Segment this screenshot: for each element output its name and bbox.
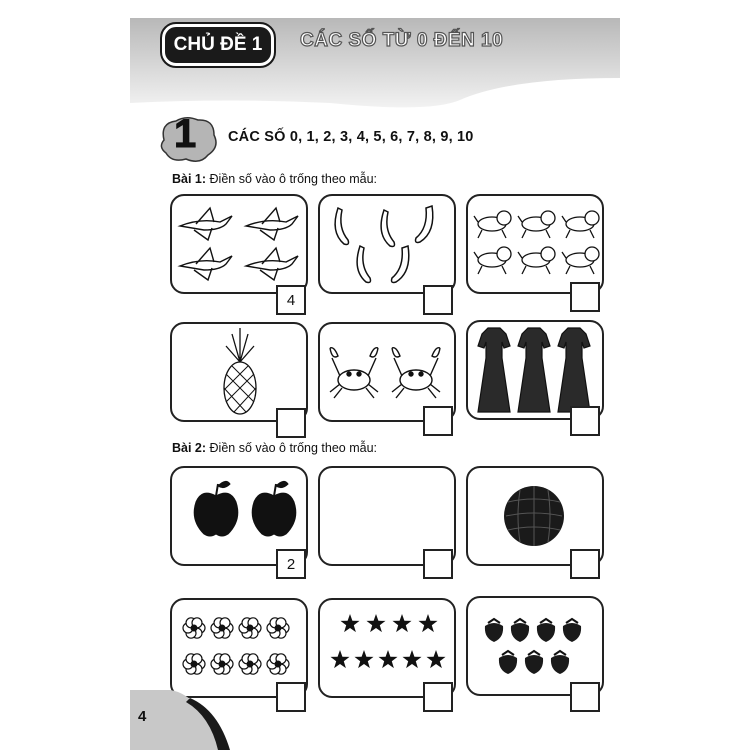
flower-shape bbox=[183, 654, 205, 674]
answer-box-stars[interactable] bbox=[423, 682, 453, 712]
answer-box-strawberries[interactable] bbox=[570, 682, 600, 712]
flower-shape bbox=[183, 618, 205, 638]
answer-box-birds[interactable]: 4 bbox=[276, 285, 306, 315]
flower-shape bbox=[239, 654, 261, 674]
section-number: 1 bbox=[174, 112, 197, 156]
bird-icon bbox=[172, 196, 306, 292]
star-shape bbox=[331, 650, 350, 668]
banana-icon bbox=[320, 196, 454, 292]
exercise1-title bbox=[172, 172, 377, 186]
answer-box-pineapple[interactable] bbox=[276, 408, 306, 438]
flower-shape bbox=[239, 618, 261, 638]
star-shape bbox=[427, 650, 446, 668]
strawberry-shape bbox=[537, 619, 555, 642]
star-shape bbox=[341, 614, 360, 632]
page-number: 4 bbox=[138, 708, 147, 725]
exercise2-label: Bài 2: bbox=[172, 441, 207, 455]
star-shape bbox=[393, 614, 412, 632]
flower-shape bbox=[211, 654, 233, 674]
strawberry-icon bbox=[468, 598, 602, 694]
answer-box-apples[interactable]: 2 bbox=[276, 549, 306, 579]
exercise2-instruction: Điền số vào ô trống theo mẫu: bbox=[209, 441, 377, 455]
picture-card-strawberries bbox=[466, 596, 604, 696]
strawberry-shape bbox=[485, 619, 503, 642]
flower-shape bbox=[267, 618, 289, 638]
picture-card-pineapple bbox=[170, 322, 308, 422]
answer-box-watermelon[interactable] bbox=[570, 549, 600, 579]
chapter-title: CÁC SỐ TỪ 0 ĐẾN 10 bbox=[300, 30, 504, 51]
exercise2-title bbox=[172, 441, 377, 455]
strawberry-shape bbox=[563, 619, 581, 642]
answer-box-lions[interactable] bbox=[570, 282, 600, 312]
flower-shape bbox=[267, 654, 289, 674]
star-shape bbox=[403, 650, 422, 668]
lion-icon bbox=[468, 196, 602, 292]
exercise1-label: Bài 1: bbox=[172, 172, 207, 186]
answer-box-bananas[interactable] bbox=[423, 285, 453, 315]
picture-card-lions bbox=[466, 194, 604, 294]
exercise1-instruction: Điền số vào ô trống theo mẫu: bbox=[209, 172, 377, 186]
star-shape bbox=[367, 614, 386, 632]
star-shape bbox=[355, 650, 374, 668]
strawberry-shape bbox=[551, 651, 569, 674]
picture-card-bananas bbox=[318, 194, 456, 294]
page-corner-decoration bbox=[130, 690, 250, 750]
chapter-label: CHỦ ĐỀ 1 bbox=[162, 24, 274, 66]
star-shape bbox=[379, 650, 398, 668]
flower-shape bbox=[211, 618, 233, 638]
picture-card-birds bbox=[170, 194, 308, 294]
star-shape bbox=[419, 614, 438, 632]
dress-icon bbox=[468, 322, 602, 418]
pineapple-icon bbox=[172, 324, 306, 420]
answer-box-flowers[interactable] bbox=[276, 682, 306, 712]
answer-box-crabs[interactable] bbox=[423, 406, 453, 436]
strawberry-shape bbox=[499, 651, 517, 674]
answer-box-empty[interactable] bbox=[423, 549, 453, 579]
strawberry-shape bbox=[525, 651, 543, 674]
answer-box-dresses[interactable] bbox=[570, 406, 600, 436]
picture-card-dresses bbox=[466, 320, 604, 420]
strawberry-shape bbox=[511, 619, 529, 642]
section-title: CÁC SỐ 0, 1, 2, 3, 4, 5, 6, 7, 8, 9, 10 bbox=[228, 129, 474, 145]
workbook-page bbox=[130, 0, 620, 750]
